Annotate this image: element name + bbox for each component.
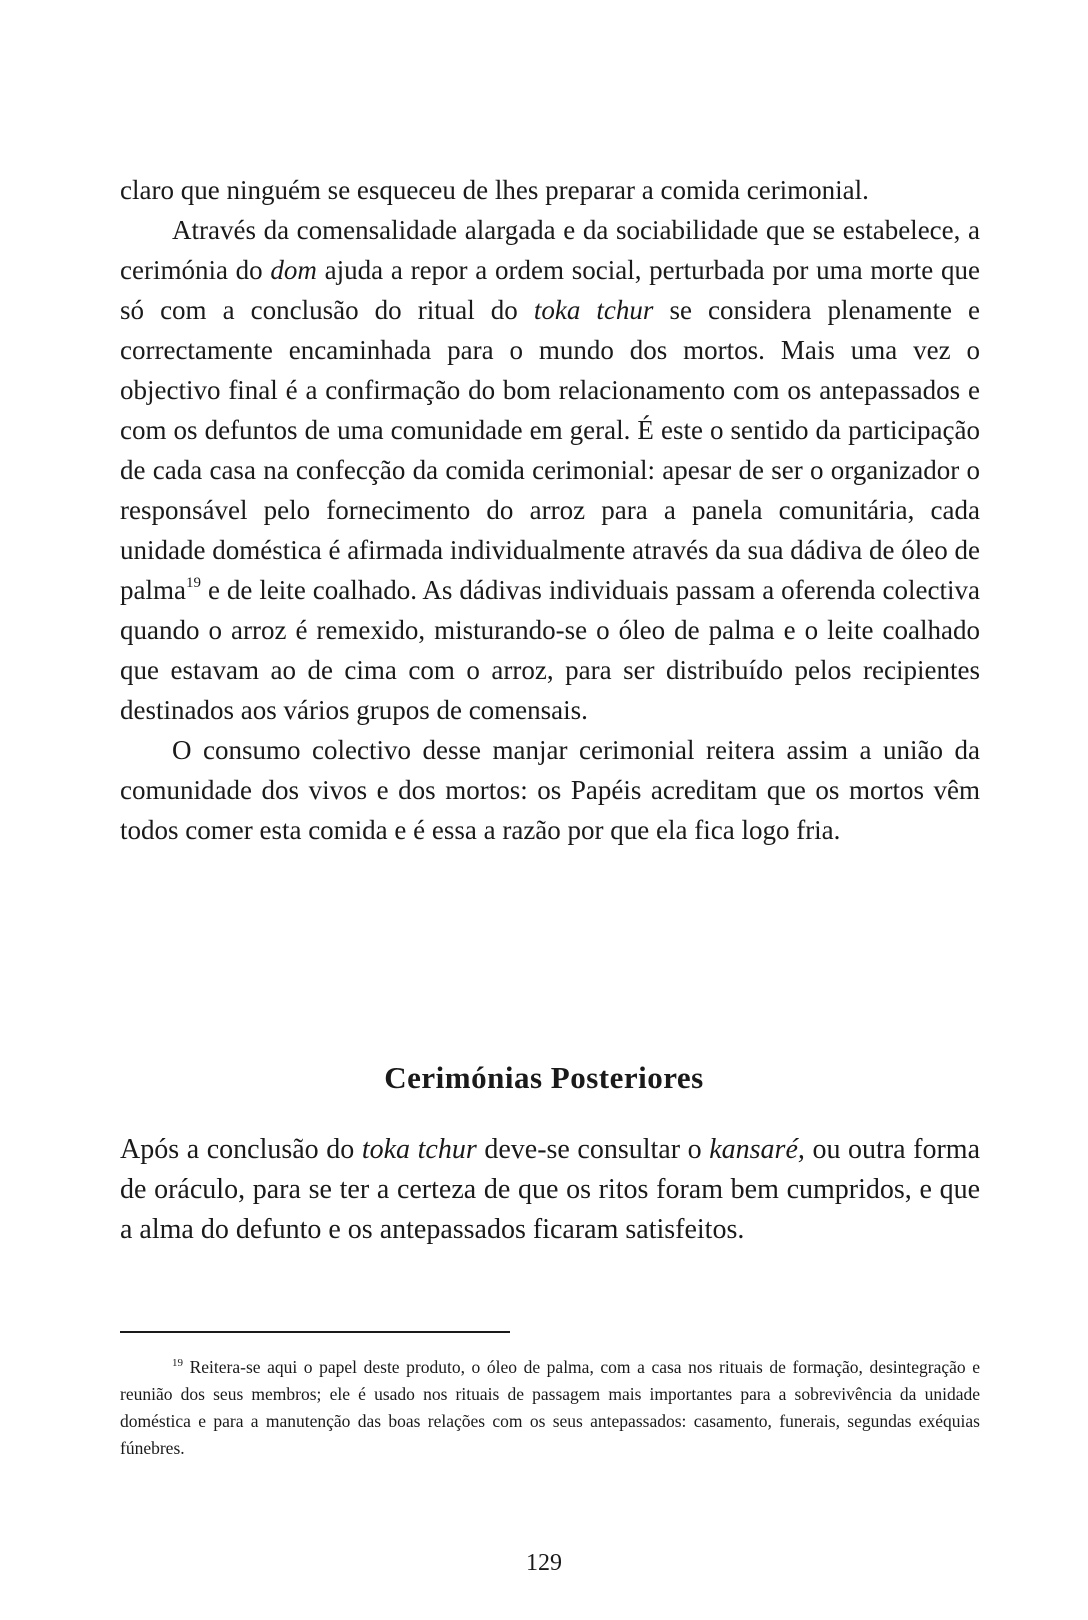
text-span: Após a conclusão do [120, 1134, 362, 1165]
text-span: ajuda a repor a ordem social, perturbada por uma morte que só com a conclusão do ritual do [120, 255, 980, 325]
footnote [120, 1354, 980, 1462]
italic-term-toka-tchur: toka tchur [533, 295, 654, 325]
footnote-text: Reitera-se aqui o papel deste produto, o óleo de palma, com a casa nos rituais de formação, desintegração e reunião dos seus membros; ele é usado nos rituais de passagem mais importantes para a sobrevivência da unidade doméstica e para a manutenção das boas relações com os seus antepassados: casamento, funerais, segundas exéquias fúnebres. [120, 1357, 981, 1458]
paragraph-commensality [120, 210, 980, 730]
text-span: Através da comensalidade alargada e da sociabilidade que se estabelece, a cerimónia do [120, 215, 980, 285]
paragraph-oracle [120, 1130, 980, 1250]
italic-term-toka-tchur: toka tchur [361, 1134, 477, 1165]
main-text [120, 170, 980, 850]
footnote-marker: 19 [172, 1357, 183, 1369]
text-span: se considera plenamente e correctamente encaminhada para o mundo dos mortos. Mais uma vez o objectivo final é a confirmação do bom relacionamento com os antepassados e com os defuntos de uma comunidade em geral. É este o sentido da participação de cada casa na confecção da comida cerimonial: apesar de ser o organizador o responsável pelo fornecimento do arroz para a panela comunitária, cada unidade doméstica é afirmada individualmente através da sua dádiva de óleo de palma [120, 295, 980, 605]
italic-term-dom: dom [270, 255, 317, 285]
footnote-paragraph [120, 1354, 980, 1462]
italic-term-kansare: kansaré, [709, 1134, 805, 1165]
paragraph-continuation: claro que ninguém se esqueceu de lhes preparar a comida cerimonial. [120, 175, 869, 205]
footnote-reference: 19 [185, 575, 201, 591]
section-text [120, 1130, 980, 1250]
paragraph-consumption: O consumo colectivo desse manjar cerimonial reitera assim a união da comunidade dos vivos e dos mortos: os Papéis acreditam que os mortos vêm todos comer esta comida e é essa a razão por que ela fica logo fria. [120, 735, 980, 845]
footnote-divider [120, 1331, 510, 1333]
text-span: deve-se consultar o [476, 1134, 710, 1165]
text-span: ou outra forma de oráculo, para se ter a certeza de que os ritos foram bem cumpridos, e que a alma do defunto e os antepassados ficaram satisfeitos. [120, 1134, 981, 1245]
section-heading: Cerimónias Posteriores [384, 1060, 704, 1095]
text-span: e de leite coalhado. As dádivas individuais passam a oferenda colectiva quando o arroz é remexido, misturando-se o óleo de palma e o leite coalhado que estavam ao de cima com o arroz, para ser distribuído pelos recipientes destinados aos vários grupos de comensais. [120, 575, 980, 725]
page-number: 129 [526, 1550, 562, 1576]
